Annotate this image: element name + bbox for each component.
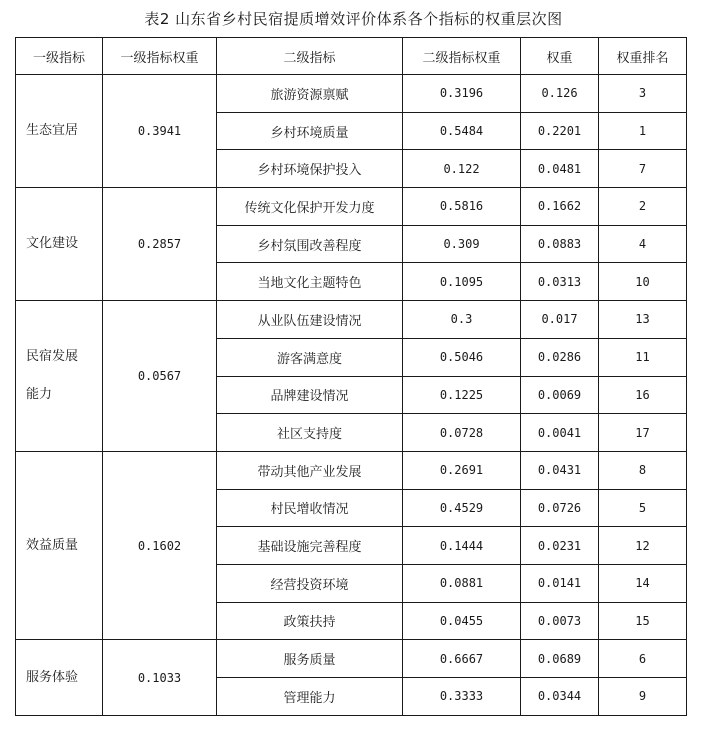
level1-indicator-cell	[16, 640, 103, 715]
level2-indicator-cell: 服务质量	[217, 640, 403, 678]
global-weight-cell: 0.017	[521, 301, 599, 339]
global-weight-cell: 0.0883	[521, 225, 599, 263]
global-weight-cell: 0.0069	[521, 376, 599, 414]
weight-rank-cell: 16	[599, 376, 687, 414]
weight-rank-cell: 11	[599, 338, 687, 376]
weight-rank-cell: 1	[599, 112, 687, 150]
level2-weight-cell: 0.4529	[403, 489, 521, 527]
level1-weight-cell: 0.1602	[103, 451, 217, 639]
weight-table	[15, 37, 687, 716]
level2-weight-cell: 0.309	[403, 225, 521, 263]
level2-indicator-cell: 基础设施完善程度	[217, 527, 403, 565]
global-weight-cell: 0.0481	[521, 150, 599, 188]
level2-indicator-cell: 社区支持度	[217, 414, 403, 452]
level2-indicator-cell: 乡村氛围改善程度	[217, 225, 403, 263]
global-weight-cell: 0.2201	[521, 112, 599, 150]
level2-indicator-cell: 管理能力	[217, 678, 403, 716]
level2-weight-cell: 0.3333	[403, 678, 521, 716]
level2-indicator-cell: 品牌建设情况	[217, 376, 403, 414]
weight-rank-cell: 15	[599, 602, 687, 640]
level2-indicator-cell: 游客满意度	[217, 338, 403, 376]
level1-indicator-cell	[16, 188, 103, 301]
global-weight-cell: 0.0689	[521, 640, 599, 678]
level1-weight-cell: 0.0567	[103, 301, 217, 452]
level2-weight-cell: 0.1444	[403, 527, 521, 565]
weight-rank-cell: 12	[599, 527, 687, 565]
level2-weight-cell: 0.0728	[403, 414, 521, 452]
level1-indicator-name: 效益质量	[26, 537, 79, 553]
global-weight-cell: 0.1662	[521, 188, 599, 226]
header-level2-weight: 二级指标权重	[403, 38, 521, 75]
level1-indicator-cell	[16, 75, 103, 188]
level1-indicator-name: 民宿发展	[26, 349, 79, 364]
weight-rank-cell: 13	[599, 301, 687, 339]
weight-rank-cell: 14	[599, 564, 687, 602]
level2-indicator-cell: 乡村环境保护投入	[217, 150, 403, 188]
level2-weight-cell: 0.1225	[403, 376, 521, 414]
header-level2-indicator: 二级指标	[217, 38, 403, 75]
weight-rank-cell: 6	[599, 640, 687, 678]
weight-rank-cell: 10	[599, 263, 687, 301]
level2-indicator-cell: 经营投资环境	[217, 564, 403, 602]
level2-weight-cell: 0.5484	[403, 112, 521, 150]
level1-indicator-cell	[16, 301, 103, 452]
table-body	[16, 75, 687, 716]
level2-weight-cell: 0.2691	[403, 451, 521, 489]
level2-indicator-cell: 从业队伍建设情况	[217, 301, 403, 339]
global-weight-cell: 0.0073	[521, 602, 599, 640]
level2-weight-cell: 0.3	[403, 301, 521, 339]
level1-weight-cell: 0.2857	[103, 188, 217, 301]
level2-indicator-cell: 村民增收情况	[217, 489, 403, 527]
weight-rank-cell: 3	[599, 75, 687, 113]
header-weight-rank: 权重排名	[599, 38, 687, 75]
table-row	[16, 451, 687, 489]
weight-rank-cell: 2	[599, 188, 687, 226]
level2-indicator-cell: 旅游资源禀赋	[217, 75, 403, 113]
global-weight-cell: 0.126	[521, 75, 599, 113]
level2-weight-cell: 0.6667	[403, 640, 521, 678]
table-caption: 表2 山东省乡村民宿提质增效评价体系各个指标的权重层次图	[144, 10, 563, 28]
level2-indicator-cell: 乡村环境质量	[217, 112, 403, 150]
weight-rank-cell: 8	[599, 451, 687, 489]
header-level1-indicator: 一级指标	[16, 38, 103, 75]
weight-rank-cell: 5	[599, 489, 687, 527]
header-global-weight: 权重	[521, 38, 599, 75]
weight-rank-cell: 4	[599, 225, 687, 263]
weight-rank-cell: 7	[599, 150, 687, 188]
global-weight-cell: 0.0141	[521, 564, 599, 602]
header-row	[16, 38, 687, 75]
header-level1-weight: 一级指标权重	[103, 38, 217, 75]
global-weight-cell: 0.0231	[521, 527, 599, 565]
global-weight-cell: 0.0041	[521, 414, 599, 452]
level2-indicator-cell: 带动其他产业发展	[217, 451, 403, 489]
level2-weight-cell: 0.3196	[403, 75, 521, 113]
level2-weight-cell: 0.1095	[403, 263, 521, 301]
level1-indicator-name: 能力	[26, 387, 53, 402]
level2-weight-cell: 0.122	[403, 150, 521, 188]
global-weight-cell: 0.0726	[521, 489, 599, 527]
weight-rank-cell: 17	[599, 414, 687, 452]
level2-weight-cell: 0.5816	[403, 188, 521, 226]
level2-weight-cell: 0.0881	[403, 564, 521, 602]
global-weight-cell: 0.0431	[521, 451, 599, 489]
global-weight-cell: 0.0286	[521, 338, 599, 376]
level1-indicator-cell	[16, 451, 103, 639]
weight-rank-cell: 9	[599, 678, 687, 716]
global-weight-cell: 0.0313	[521, 263, 599, 301]
global-weight-cell: 0.0344	[521, 678, 599, 716]
level1-weight-cell: 0.3941	[103, 75, 217, 188]
table-row	[16, 640, 687, 678]
level2-indicator-cell: 传统文化保护开发力度	[217, 188, 403, 226]
level2-indicator-cell: 当地文化主题特色	[217, 263, 403, 301]
level1-indicator-name: 生态宜居	[26, 123, 79, 139]
table-row	[16, 301, 687, 339]
level1-indicator-name: 服务体验	[26, 669, 79, 685]
level1-weight-cell: 0.1033	[103, 640, 217, 715]
table-row	[16, 75, 687, 113]
table-row	[16, 188, 687, 226]
level2-weight-cell: 0.0455	[403, 602, 521, 640]
level2-indicator-cell: 政策扶持	[217, 602, 403, 640]
level1-indicator-name: 文化建设	[26, 236, 79, 252]
level2-weight-cell: 0.5046	[403, 338, 521, 376]
